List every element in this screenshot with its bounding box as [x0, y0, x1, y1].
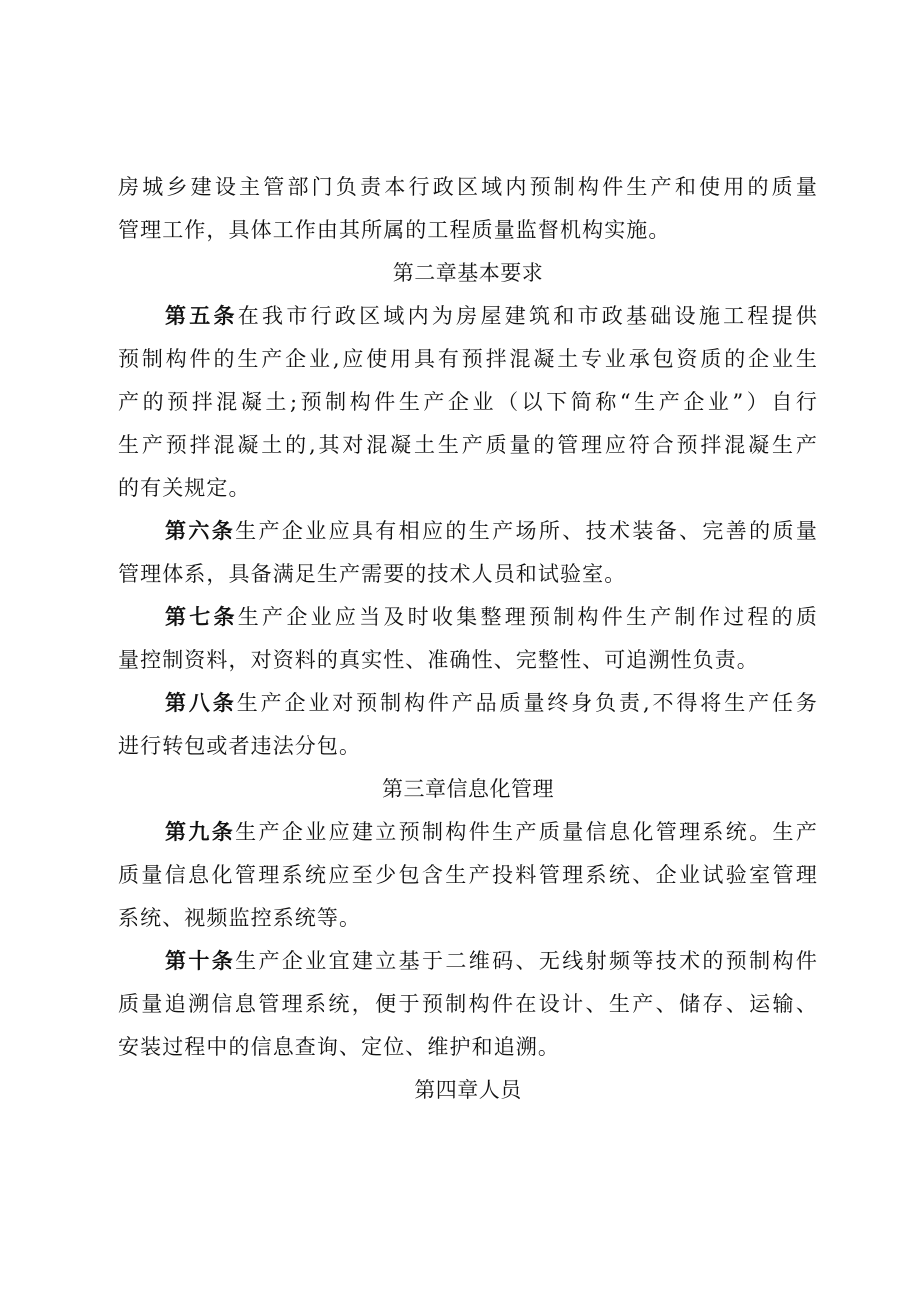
text-line: 生产预拌混凝土的,其对混凝土生产质量的管理应符合预拌混凝生产 — [118, 433, 818, 457]
chapter-4-heading: 第四章人员 — [414, 1078, 522, 1102]
article-5 — [118, 295, 818, 510]
text-line: 安装过程中的信息查询、定位、维护和追溯。 — [118, 1035, 560, 1059]
text-line — [118, 295, 818, 338]
article-text: 生产企业宜建立基于二维码、无线射频等技术的预制构件 — [235, 949, 818, 973]
text-line — [118, 940, 818, 983]
article-6 — [118, 510, 818, 596]
chapter-3-heading: 第三章信息化管理 — [382, 777, 554, 801]
text-line: 房城乡建设主管部门负责本行政区域内预制构件生产和使用的质量 — [118, 175, 818, 199]
article-text: 生产企业应建立预制构件生产质量信息化管理系统。生产 — [235, 820, 818, 844]
intro-paragraph — [118, 166, 818, 252]
text-line — [118, 811, 818, 854]
chapter-2-heading: 第二章基本要求 — [392, 261, 544, 285]
article-8 — [118, 682, 818, 768]
text-line: 进行转包或者违法分包。 — [118, 734, 362, 758]
text-line: 量控制资料，对资料的真实性、准确性、完整性、可追溯性负责。 — [118, 648, 759, 672]
article-label: 第八条 — [165, 691, 237, 715]
article-label: 第九条 — [165, 820, 236, 844]
article-label: 第五条 — [165, 304, 238, 328]
article-9 — [118, 811, 818, 940]
article-text: 生产企业对预制构件产品质量终身负责,不得将生产任务 — [236, 691, 818, 715]
text-line: 的有关规定。 — [118, 476, 251, 500]
article-text: 生产企业应当及时收集整理预制构件生产制作过程的质 — [237, 605, 818, 629]
article-10 — [118, 940, 818, 1069]
text-line: 质量信息化管理系统应至少包含生产投料管理系统、企业试验室管理 — [118, 863, 818, 887]
article-label: 第十条 — [165, 949, 236, 973]
text-line: 管理工作，具体工作由其所属的工程质量监督机构实施。 — [118, 218, 671, 242]
text-line — [118, 510, 818, 553]
text-line: 质量追溯信息管理系统，便于预制构件在设计、生产、储存、运输、 — [118, 992, 818, 1016]
text-line — [118, 682, 818, 725]
article-text: 在我市行政区域内为房屋建筑和市政基础设施工程提供 — [237, 304, 818, 328]
text-line: 系统、视频监控系统等。 — [118, 906, 362, 930]
text-line — [118, 596, 818, 639]
article-text: 生产企业应具有相应的生产场所、技术装备、完善的质量 — [235, 519, 818, 543]
text-line: 预制构件的生产企业,应使用具有预拌混凝土专业承包资质的企业生 — [118, 347, 818, 371]
article-label: 第七条 — [165, 605, 238, 629]
article-label: 第六条 — [165, 519, 236, 543]
text-line: 管理体系，具备满足生产需要的技术人员和试验室。 — [118, 562, 627, 586]
document-page — [118, 166, 818, 1112]
text-line: 产的预拌混凝土;预制构件生产企业（以下简称“生产企业”）自行 — [118, 390, 818, 414]
article-7 — [118, 596, 818, 682]
